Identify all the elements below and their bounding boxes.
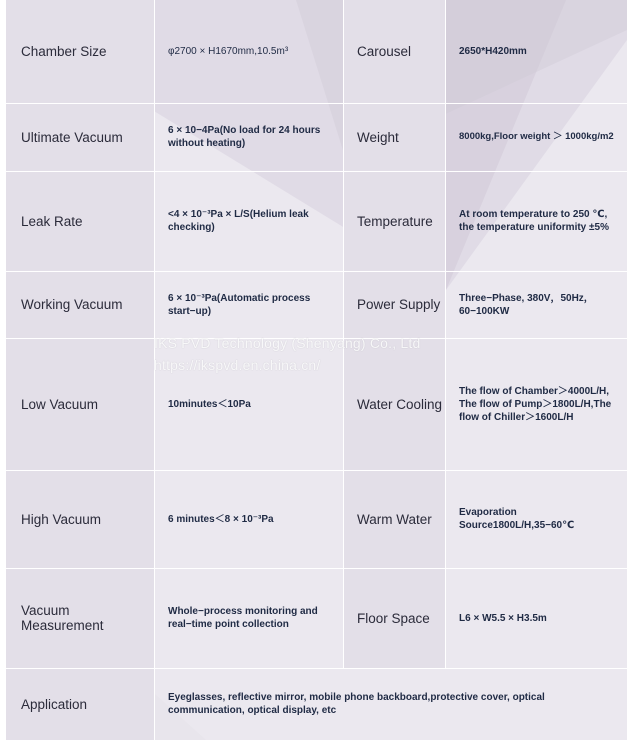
value-weight: 8000kg,Floor weight ＞ 1000kg/m2: [459, 130, 614, 142]
row-divider: [6, 271, 627, 272]
row-divider: [6, 103, 627, 104]
row-divider: [6, 171, 627, 172]
value-carousel: 2650*H420mm: [459, 46, 527, 57]
label-carousel: Carousel: [343, 0, 445, 103]
label-weight: Weight: [343, 103, 445, 171]
label-chamber-size: Chamber Size: [6, 0, 154, 103]
label-ultimate-vacuum: Ultimate Vacuum: [6, 103, 154, 171]
label-power-supply: Power Supply: [343, 271, 445, 338]
value-vacuum-measurement: Whole−process monitoring and real−time point collection: [168, 606, 318, 630]
row-divider: [6, 668, 627, 669]
label-floor-space: Floor Space: [343, 568, 445, 668]
spec-table: [6, 0, 627, 740]
value-leak-rate: <4 × 10⁻³Pa × L/S(Helium leak checking): [168, 209, 309, 233]
value-high-vacuum: 6 minutes＜8 × 10⁻³Pa: [168, 513, 274, 525]
label-working-vacuum: Working Vacuum: [6, 271, 154, 338]
watermark-company: IKS PVD Technology (Shenyang) Co., Ltd: [154, 335, 421, 351]
label-low-vacuum: Low Vacuum: [6, 338, 154, 470]
watermark-url: https://ikspvd.en.china.cn/: [154, 357, 321, 373]
row-divider: [6, 568, 627, 569]
value-warm-water: Evaporation Source1800L/H,35−60℃: [459, 507, 575, 531]
value-ultimate-vacuum: 6 × 10−4Pa(No load for 24 hours without heating): [168, 125, 321, 149]
label-high-vacuum: High Vacuum: [6, 470, 154, 568]
row-divider: [6, 470, 627, 471]
value-water-cooling: The flow of Chamber＞4000L/H, The flow of Pump＞1800L/H,The flow of Chiller＞1600L/H: [459, 385, 612, 423]
label-temperature: Temperature: [343, 171, 445, 271]
label-warm-water: Warm Water: [343, 470, 445, 568]
value-working-vacuum: 6 × 10⁻³Pa(Automatic process start−up): [168, 292, 311, 317]
value-chamber-size: φ2700 × H1670mm,10.5m³: [168, 46, 289, 57]
label-vacuum-measurement: Vacuum Measurement: [6, 568, 154, 668]
value-floor-space: L6 × W5.5 × H3.5m: [459, 612, 547, 624]
value-low-vacuum: 10minutes＜10Pa: [168, 398, 251, 410]
label-water-cooling: Water Cooling: [343, 338, 445, 470]
label-application: Application: [6, 668, 154, 740]
value-temperature: At room temperature to 250 ℃, the temperature uniformity ±5%: [459, 209, 609, 233]
value-application: Eyeglasses, reflective mirror, mobile phone backboard,protective cover, optical communication, optical display, etc: [168, 692, 545, 716]
value-power-supply: Three−Phase, 380V，50Hz，60−100KW: [459, 292, 594, 317]
label-leak-rate: Leak Rate: [6, 171, 154, 271]
